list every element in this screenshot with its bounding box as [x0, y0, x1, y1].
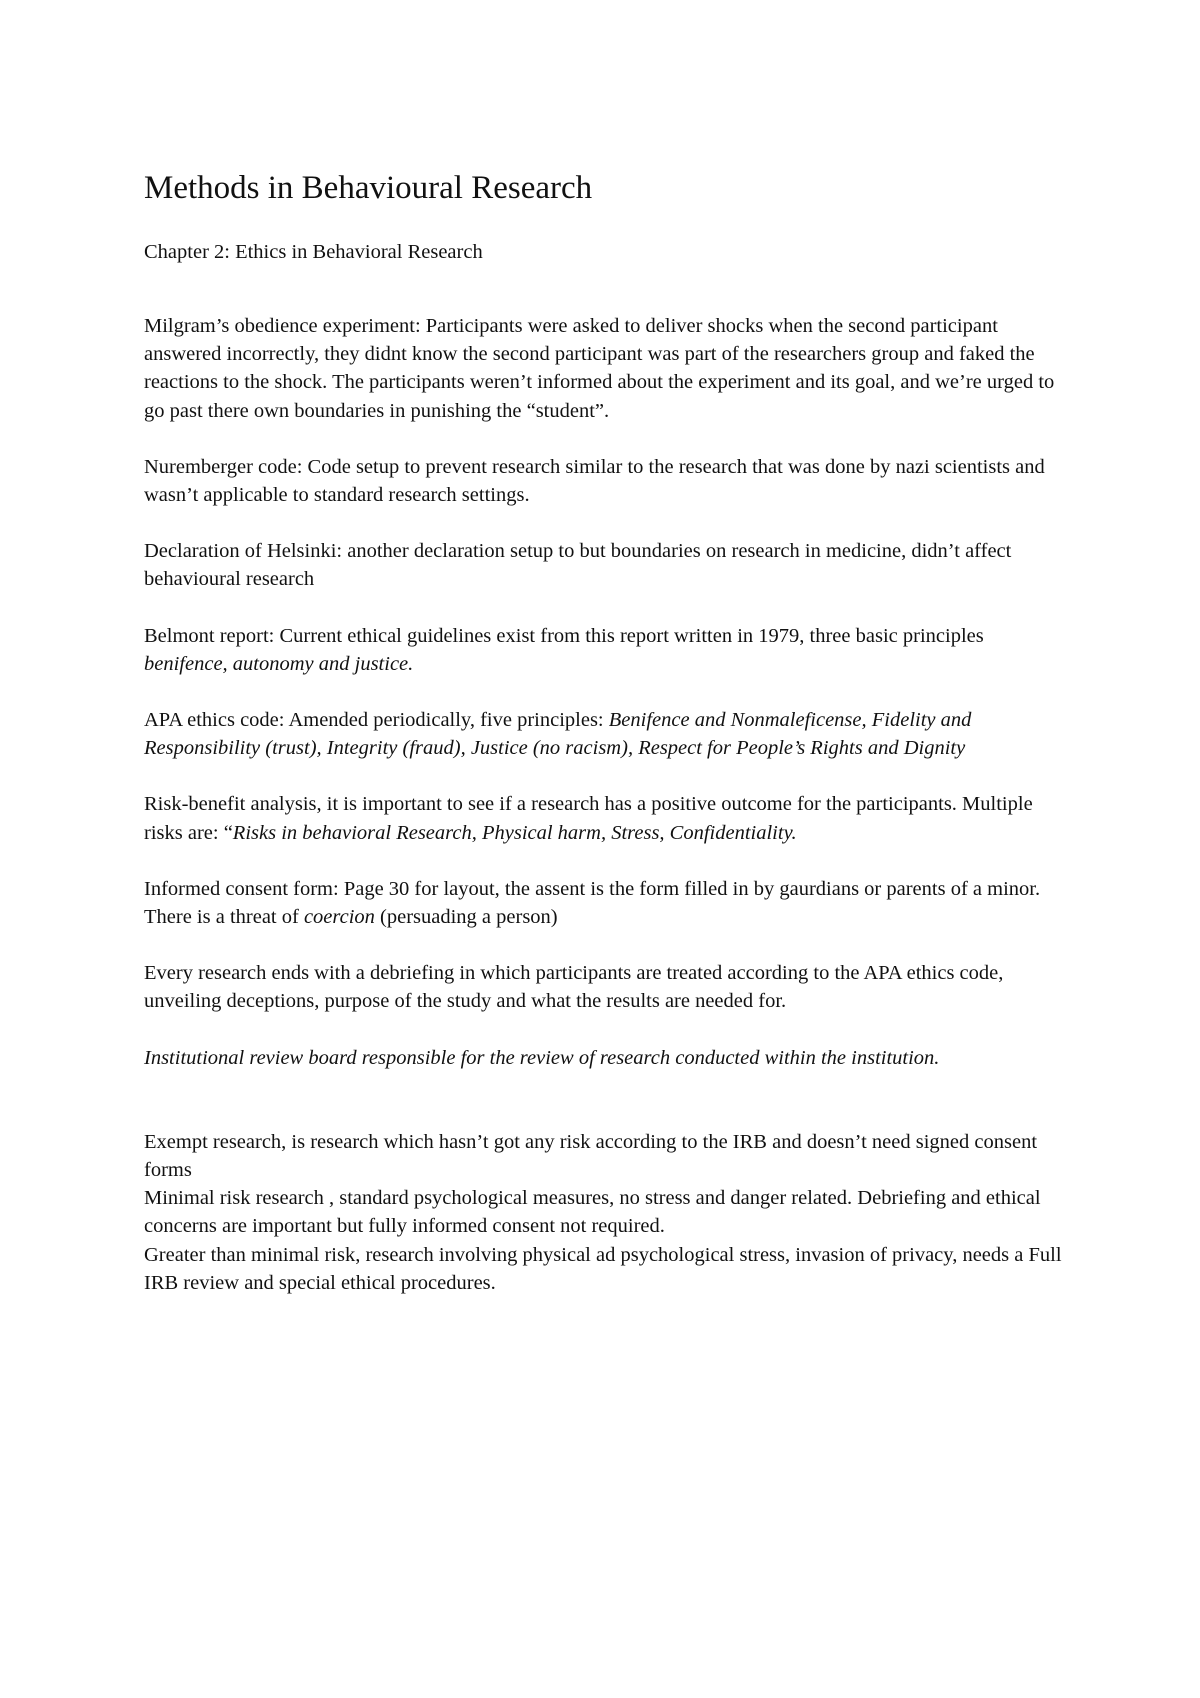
paragraph-greater-risk: Greater than minimal risk, research involving physical ad psychological stress, invasion of privacy, needs a Full IRB review and special ethical procedures.: [144, 1243, 1062, 1294]
consent-coercion: coercion: [303, 906, 375, 929]
paragraph-debriefing: Every research ends with a debriefing in which participants are treated according to the APA ethics code, unveiling deceptions, purpose of the study and what the results are needed for.: [144, 962, 1004, 1013]
paragraph-belmont: [144, 622, 1064, 678]
paragraph-milgram: Milgram’s obedience experiment: Participants were asked to deliver shocks when the second participant answered incorrectly, they didnt know the second participant was part of the researchers group and faked the reactions to the shock. The participants weren’t informed about the experiment and its goal, and we’re urged to go past there own boundaries in punishing the “student”.: [144, 315, 1055, 422]
paragraph-minimal-risk: Minimal risk research , standard psychological measures, no stress and danger related. Debriefing and ethical concerns are important but fully informed consent not required.: [144, 1187, 1041, 1238]
consent-text-after: (persuading a person): [374, 906, 558, 929]
paragraph-irb: [144, 1044, 1064, 1072]
risk-benefit-text: Risk-benefit analysis, it is important to see if a research has a positive outcome for the participants. Multiple risks are: “: [144, 793, 1033, 844]
paragraph-consent: [144, 875, 1064, 931]
paragraph-risk-benefit: [144, 790, 1064, 846]
document-body: [144, 168, 1064, 1297]
belmont-text: Belmont report: Current ethical guidelines exist from this report written in 1979, three basic principles: [144, 624, 984, 647]
paragraph-exempt: Exempt research, is research which hasn’t got any risk according to the IRB and doesn’t need signed consent forms: [144, 1130, 1038, 1182]
belmont-principles: benifence, autonomy and justice.: [144, 652, 414, 675]
paragraph-helsinki: Declaration of Helsinki: another declaration setup to but boundaries on research in medicine, didn’t affect behavioural research: [144, 540, 1012, 591]
apa-principles: Benifence and Nonmaleficense, Fidelity and Responsibility (trust), Integrity (fraud), Justice (no racism), Respect for People’s Rights and Dignity: [144, 709, 972, 760]
risk-list: Risks in behavioral Research, Physical harm, Stress, Confidentiality.: [232, 821, 797, 844]
paragraph-apa: [144, 706, 1064, 762]
consent-text-before: Informed consent form: Page 30 for layout, the assent is the form filled in by gaurdians or parents of a minor. There is a threat of: [144, 877, 1041, 929]
irb-text: Institutional review board responsible for the review of research conducted within the institution.: [144, 1046, 940, 1069]
page-title: Methods in Behavioural Research: [144, 170, 593, 206]
chapter-heading: Chapter 2: Ethics in Behavioral Research: [144, 241, 483, 263]
apa-text: APA ethics code: Amended periodically, five principles:: [144, 709, 609, 732]
paragraph-nuremberger: Nuremberger code: Code setup to prevent research similar to the research that was done by nazi scientists and wasn’t applicable to standard research settings.: [144, 455, 1045, 507]
